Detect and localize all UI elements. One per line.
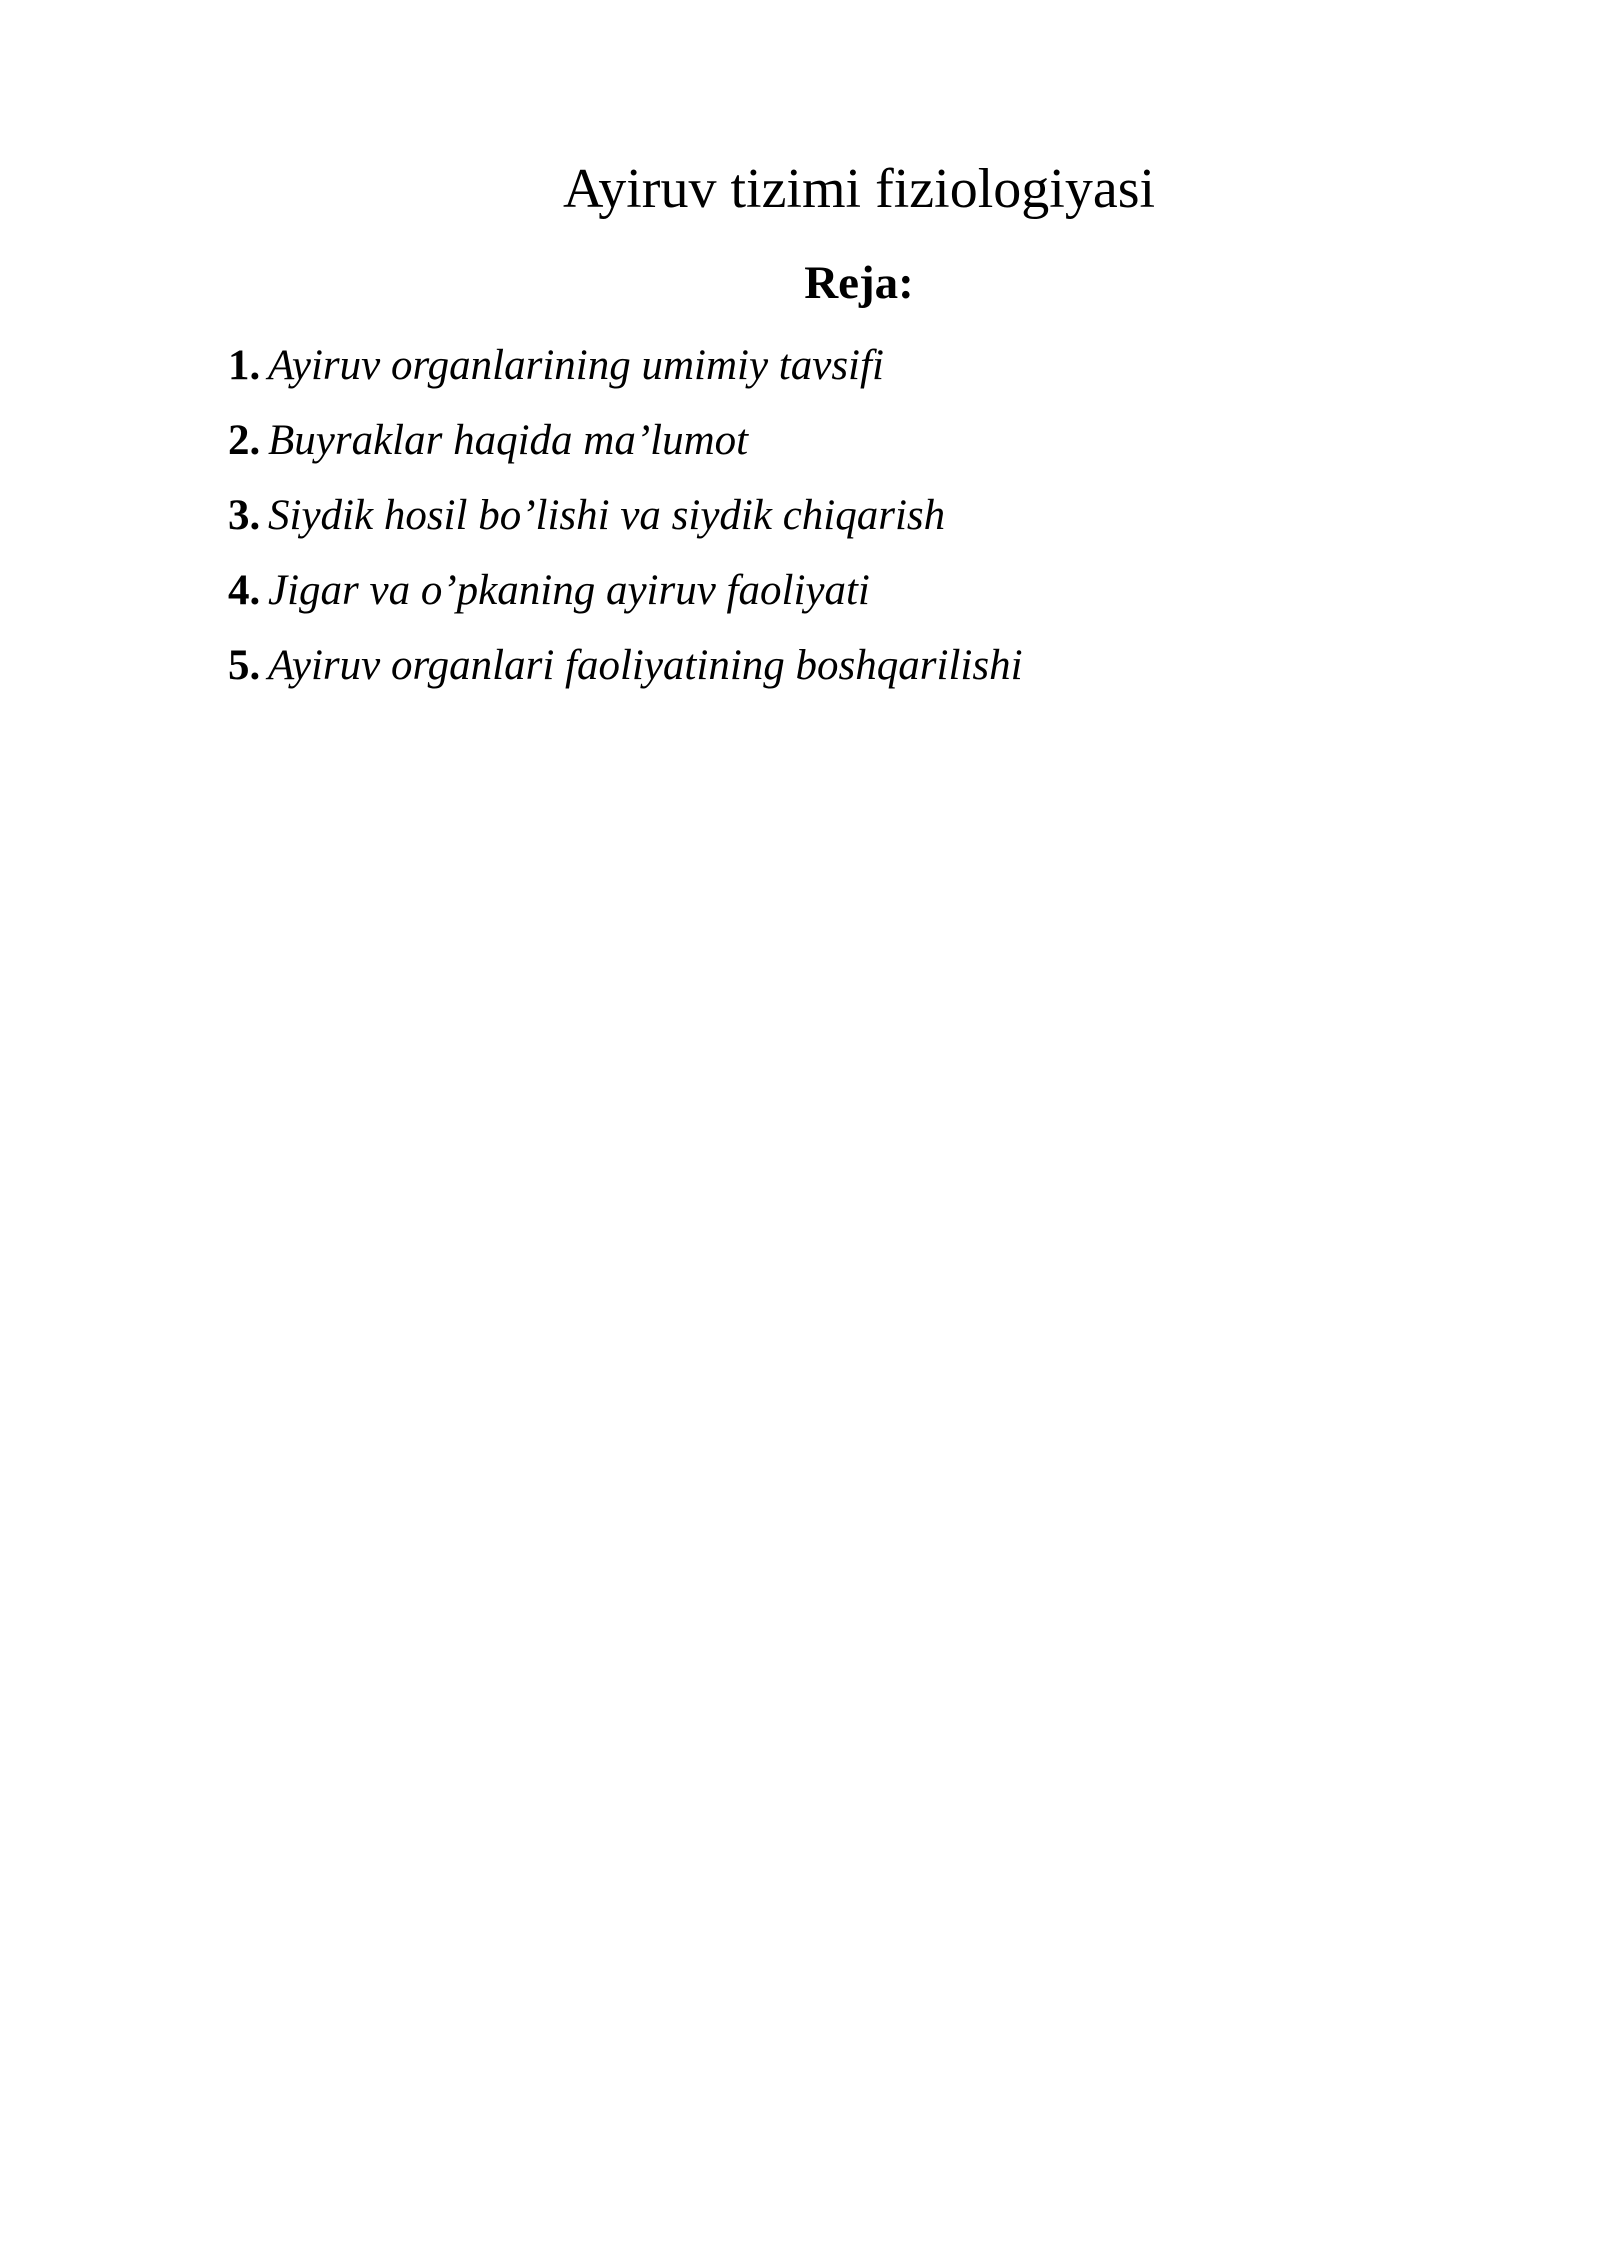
plan-item-text: Buyraklar haqida ma’lumot — [268, 417, 749, 464]
plan-item-text: Ayiruv organlarining umimiy tavsifi — [268, 342, 884, 389]
plan-item — [228, 486, 1023, 561]
plan-item-text: Siydik hosil bo’lishi va siydik chiqarish — [268, 492, 946, 539]
plan-item-number: 1. — [228, 342, 261, 389]
plan-item — [228, 561, 1023, 636]
plan-item-text: Jigar va o’pkaning ayiruv faoliyati — [268, 567, 870, 614]
document-title: Ayiruv tizimi fiziologiyasi — [562, 158, 1156, 220]
plan-item — [228, 636, 1023, 711]
plan-item-number: 2. — [228, 417, 261, 464]
plan-item — [228, 411, 1023, 486]
plan-item-number: 4. — [228, 567, 261, 614]
plan-heading: Reja: — [804, 257, 914, 309]
plan-item-text: Ayiruv organlari faoliyatining boshqarilishi — [268, 642, 1023, 689]
plan-item-number: 3. — [228, 492, 261, 539]
plan-list — [228, 336, 1023, 711]
plan-item-number: 5. — [228, 642, 261, 689]
plan-item — [228, 336, 1023, 411]
